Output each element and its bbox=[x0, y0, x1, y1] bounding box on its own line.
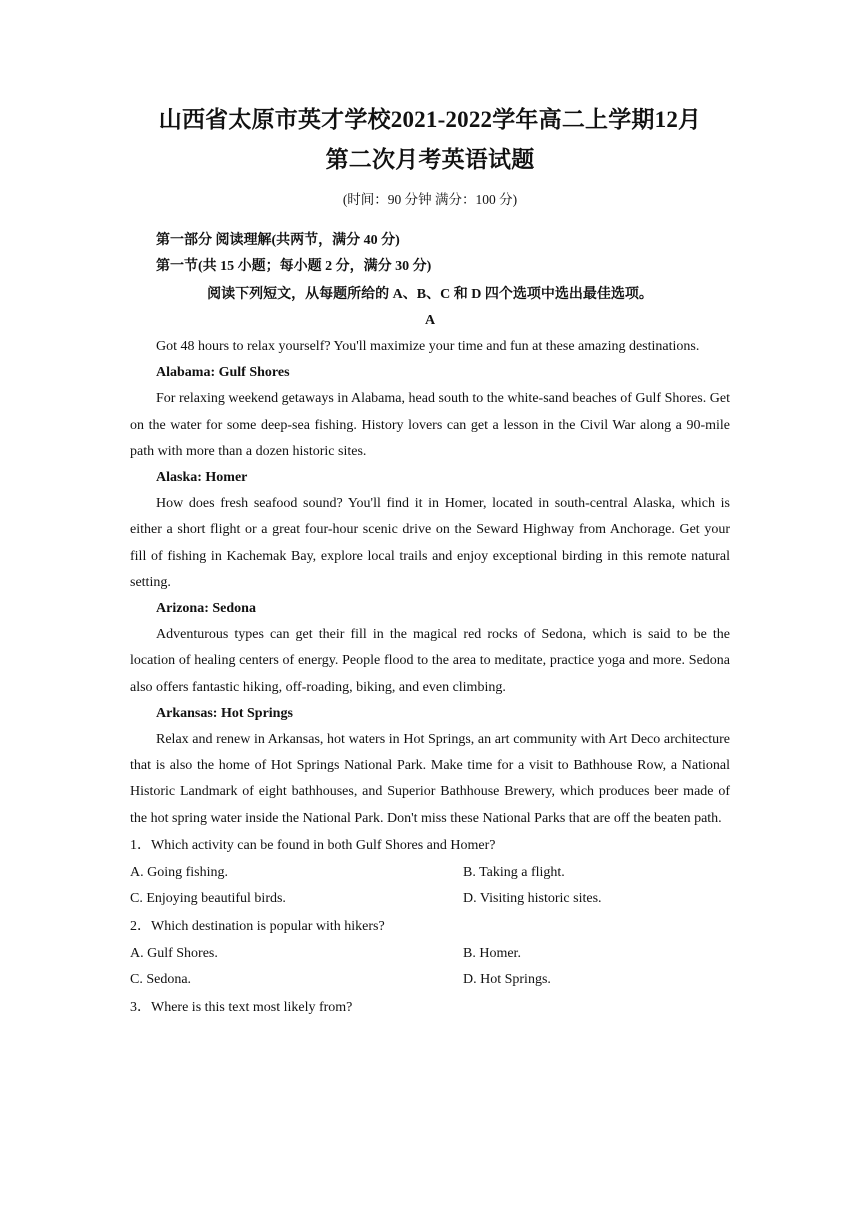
destination-heading: Alabama: Gulf Shores bbox=[156, 365, 290, 381]
question-stem: 2．Which destination is popular with hikers? bbox=[130, 918, 385, 934]
section1-heading: 第一节(共 15 小题；每小题 2 分，满分 30 分) bbox=[156, 259, 432, 274]
option-d: D. Hot Springs. bbox=[463, 972, 551, 988]
passage-intro: Got 48 hours to relax yourself? You'll maximize your time and fun at these amazing destinations. bbox=[156, 339, 700, 354]
destination-heading: Arizona: Sedona bbox=[156, 601, 256, 617]
destination-text: For relaxing weekend getaways in Alabama, head south to the white-sand beaches of Gulf Shores. Get on the water for some deep-sea fishing. History lovers can get a lesson in the Civil War along a 90-mile path with more than a dozen historic sites. bbox=[130, 391, 730, 459]
exam-title bbox=[130, 100, 730, 180]
destination-text: Relax and renew in Arkansas, hot waters in Hot Springs, an art community with Art Deco architecture that is also the home of Hot Springs National Park. Make time for a visit to Bathhouse Row, a National Historic Landmark of eight bathhouses, and Superior Bathhouse Brewery, which produces beer made of the hot spring water inside the National Park. Don't miss these National Parks that are off the beaten path. bbox=[130, 732, 730, 826]
exam-title-line2: 第二次月考英语试题 bbox=[325, 147, 535, 172]
destination-text: Adventurous types can get their fill in the magical red rocks of Sedona, which is said to be the location of healing centers of energy. People flood to the area to meditate, practice yoga and more. Sedona also offers fantastic hiking, off-roading, biking, and even climbing. bbox=[130, 627, 730, 695]
option-d: D. Visiting historic sites. bbox=[463, 891, 602, 907]
option-b: B. Taking a flight. bbox=[463, 864, 565, 880]
option-c: C. Sedona. bbox=[130, 972, 192, 988]
exam-time-score: (时间：90 分钟 满分：100 分) bbox=[342, 192, 518, 207]
instruction: 阅读下列短文，从每题所给的 A、B、C 和 D 四个选项中选出最佳选项。 bbox=[207, 287, 653, 302]
question-stem: 3．Where is this text most likely from? bbox=[130, 999, 353, 1015]
destination-heading: Arkansas: Hot Springs bbox=[156, 705, 293, 721]
question-options bbox=[130, 860, 730, 913]
part1-heading: 第一部分 阅读理解(共两节，满分 40 分) bbox=[156, 233, 400, 248]
question-stem: 1．Which activity can be found in both Gulf Shores and Homer? bbox=[130, 837, 496, 853]
exam-title-line1: 山西省太原市英才学校2021-2022学年高二上学期12月 bbox=[158, 107, 702, 132]
option-b: B. Homer. bbox=[463, 945, 521, 961]
question-options bbox=[130, 941, 730, 994]
destination-heading: Alaska: Homer bbox=[156, 470, 248, 486]
exam-page bbox=[130, 100, 730, 1021]
passage-label: A bbox=[424, 313, 436, 328]
option-a: A. Gulf Shores. bbox=[130, 945, 218, 961]
destination-text: How does fresh seafood sound? You'll find it in Homer, located in south-central Alaska, which is either a short flight or a great four-hour scenic drive on the Seward Highway from Anchorage. Get your fill of fishing in Kachemak Bay, explore local trails and enjoy exceptional birding in this remote natural setting. bbox=[130, 496, 730, 590]
option-a: A. Going fishing. bbox=[130, 864, 228, 880]
option-c: C. Enjoying beautiful birds. bbox=[130, 891, 286, 907]
